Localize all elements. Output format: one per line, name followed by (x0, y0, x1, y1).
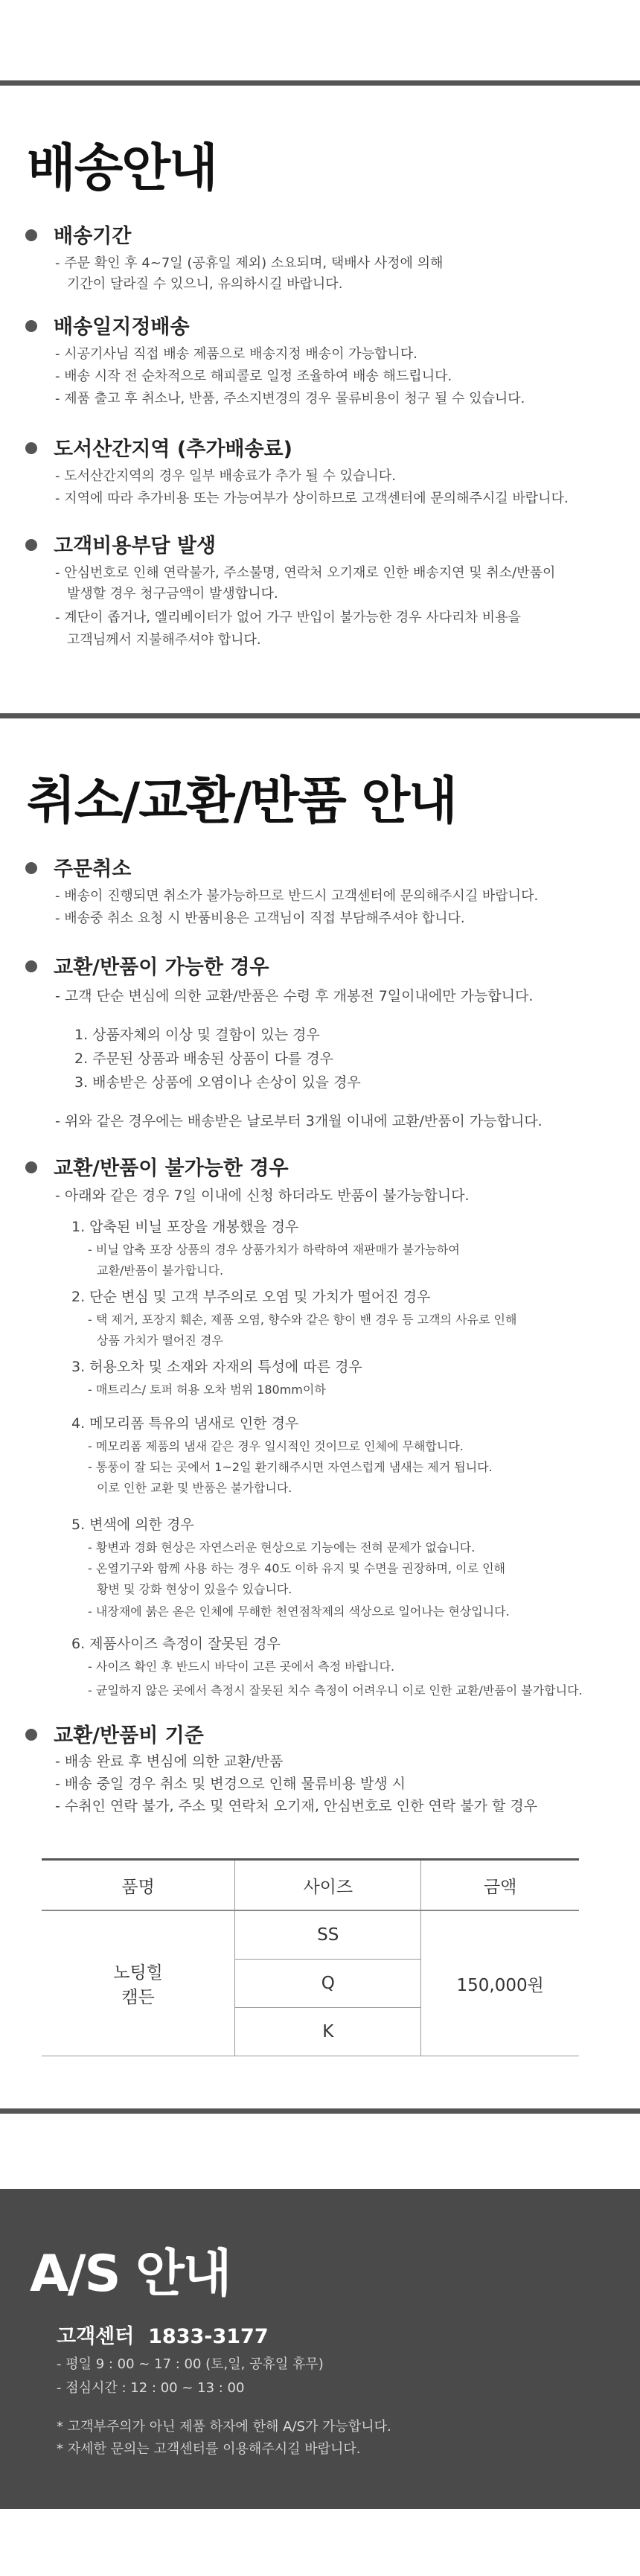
bullet-icon (25, 862, 37, 874)
return-fee-heading: 교환/반품비 기준 (54, 1724, 204, 1747)
remote-area-line: - 지역에 따라 추가비용 또는 가능여부가 상이하므로 고객센터에 문의해주시길 바랍니다. (55, 491, 569, 506)
product-name-line: 캠든 (121, 1988, 155, 2007)
product-name-cell (42, 1910, 235, 2056)
customer-cost-line: - 안심번호로 인해 연락불가, 주소불명, 연락처 오기재로 인한 배송지연 및 취소/반품이 (55, 565, 556, 581)
table-header-cell: 품명 (42, 1860, 235, 1911)
remote-area-heading: 도서산간지역 (추가배송료) (54, 438, 292, 461)
impossible-item-note: - 비닐 압축 포장 상품의 경우 상품가치가 하락하여 재판매가 불가능하여 (88, 1243, 460, 1257)
bullet-icon (25, 1729, 37, 1741)
customer-cost-line: 고객님께서 지불해주셔야 합니다. (67, 632, 261, 648)
as-hours-line: - 점심시간 : 12 : 00 ~ 13 : 00 (57, 2380, 245, 2396)
shipping-period-heading: 배송기간 (54, 225, 132, 248)
impossible-item-note: - 온열기구와 함께 사용 하는 경우 40도 이하 유지 및 수면을 권장하며, 이로 인해 (88, 1561, 506, 1575)
fixed-date-heading: 배송일지정배송 (54, 316, 190, 339)
impossible-item-title: 6. 제품사이즈 측정이 잘못된 경우 (71, 1636, 281, 1652)
table-header-cell: 금액 (421, 1860, 579, 1911)
impossible-item-note: - 메모리폼 제품의 냄새 같은 경우 일시적인 것이므로 인체에 무해합니다. (88, 1439, 464, 1453)
impossible-item-note: 이로 인한 교환 및 반품은 불가합니다. (97, 1481, 292, 1495)
impossible-item-note: - 택 제거, 포장지 훼손, 제품 오염, 향수와 같은 향이 밴 경우 등 고객의 사유로 인해 (88, 1313, 517, 1327)
shipping-period-line: - 주문 확인 후 4~7일 (공휴일 제외) 소요되며, 택배사 사정에 의해 (55, 255, 444, 271)
bullet-icon (25, 539, 37, 551)
impossible-item-note: - 황변과 경화 현상은 자연스러운 현상으로 기능에는 전혀 문제가 없습니다. (88, 1540, 476, 1555)
return-possible-item: 3. 배송받은 상품에 오염이나 손상이 있을 경우 (74, 1074, 361, 1091)
return-fee-line: - 배송 완료 후 변심에 의한 교환/반품 (55, 1753, 284, 1770)
price-cell: 150,000원 (421, 1910, 579, 2056)
impossible-item-title: 1. 압축된 비닐 포장을 개봉했을 경우 (71, 1219, 299, 1235)
order-cancel-line: - 배송이 진행되면 취소가 불가능하므로 반드시 고객센터에 문의해주시길 바랍니다. (55, 888, 539, 904)
as-hours-line: - 평일 9 : 00 ~ 17 : 00 (토,일, 공휴일 휴무) (57, 2356, 324, 2372)
impossible-item-note: 상품 가치가 떨어진 경우 (97, 1333, 223, 1348)
return-possible-outro: - 위와 같은 경우에는 배송받은 날로부터 3개월 이내에 교환/반품이 가능합니다. (55, 1113, 543, 1129)
price-table (42, 1858, 579, 2056)
return-possible-heading: 교환/반품이 가능한 경우 (54, 956, 269, 979)
impossible-item-note: - 매트리스/ 토퍼 허용 오차 범위 180mm이하 (88, 1383, 326, 1397)
customer-cost-heading: 고객비용부담 발생 (54, 535, 217, 558)
return-possible-item: 2. 주문된 상품과 배송된 상품이 다를 경우 (74, 1051, 334, 1067)
table-row (42, 1910, 579, 1960)
product-name-line: 노팅힐 (113, 1963, 163, 1983)
fixed-date-line: - 시공기사님 직접 배송 제품으로 배송지정 배송이 가능합니다. (55, 346, 417, 362)
section-divider (0, 80, 640, 86)
impossible-item-note: - 사이즈 확인 후 반드시 바닥이 고른 곳에서 측정 바랍니다. (88, 1660, 395, 1674)
as-section (0, 2189, 640, 2509)
returns-title: 취소/교환/반품 안내 (27, 772, 456, 831)
return-impossible-heading: 교환/반품이 불가능한 경우 (54, 1157, 289, 1180)
as-title: A/S 안내 (30, 2245, 231, 2304)
fixed-date-line: - 제품 출고 후 취소나, 반품, 주소지변경의 경우 물류비용이 청구 될 수 있습니다. (55, 391, 525, 407)
bullet-icon (25, 229, 37, 241)
as-note-line: * 고객부주의가 아닌 제품 하자에 한해 A/S가 가능합니다. (57, 2419, 391, 2435)
impossible-item-note: - 균일하지 않은 곳에서 측정시 잘못된 치수 측정이 어려우니 이로 인한 교환/반품이 불가합니다. (88, 1683, 583, 1697)
bullet-icon (25, 442, 37, 454)
as-note-line: * 자세한 문의는 고객센터를 이용해주시길 바랍니다. (57, 2441, 361, 2457)
impossible-item-title: 5. 변색에 의한 경우 (71, 1517, 194, 1533)
customer-cost-line: 발생할 경우 청구금액이 발생합니다. (67, 586, 278, 602)
fixed-date-line: - 배송 시작 전 순차적으로 해피콜로 일정 조율하여 배송 해드립니다. (55, 369, 452, 384)
size-cell: SS (235, 1910, 421, 1960)
impossible-item-title: 2. 단순 변심 및 고객 부주의로 오염 및 가치가 떨어진 경우 (71, 1289, 431, 1305)
section-divider (0, 2108, 640, 2114)
table-header-row (42, 1860, 579, 1911)
impossible-item-note: - 통풍이 잘 되는 곳에서 1~2일 환기해주시면 자연스럽게 냄새는 제거 됩니다. (88, 1460, 493, 1474)
table-header-cell: 사이즈 (235, 1860, 421, 1911)
impossible-item-title: 3. 허용오차 및 소재와 자재의 특성에 따른 경우 (71, 1359, 362, 1375)
impossible-item-note: 교환/반품이 불가합니다. (97, 1263, 224, 1278)
bullet-icon (25, 320, 37, 332)
return-impossible-intro: - 아래와 같은 경우 7일 이내에 신청 하더라도 반품이 불가능합니다. (55, 1187, 470, 1204)
bullet-icon (25, 960, 37, 972)
remote-area-line: - 도서산간지역의 경우 일부 배송료가 추가 될 수 있습니다. (55, 468, 396, 484)
impossible-item-note: - 내장재에 붉은 옫은 인체에 무해한 천연점착제의 색상으로 일어나는 현상입니다. (88, 1604, 510, 1619)
bullet-icon (25, 1161, 37, 1173)
return-fee-line: - 배송 중일 경우 취소 및 변경으로 인해 물류비용 발생 시 (55, 1776, 406, 1792)
impossible-item-note: 황변 및 강화 현상이 있을수 있습니다. (97, 1582, 292, 1596)
return-fee-line: - 수취인 연락 불가, 주소 및 연락처 오기재, 안심번호로 인한 연락 불가 할 경우 (55, 1798, 538, 1814)
order-cancel-line: - 배송중 취소 요청 시 반품비용은 고객님이 직접 부담해주셔야 합니다. (55, 911, 465, 926)
order-cancel-heading: 주문취소 (54, 858, 132, 881)
return-possible-item: 1. 상품자체의 이상 및 결함이 있는 경우 (74, 1027, 320, 1043)
shipping-period-line: 기간이 달라질 수 있으니, 유의하시길 바랍니다. (67, 276, 343, 292)
impossible-item-title: 4. 메모리폼 특유의 냄새로 인한 경우 (71, 1415, 299, 1432)
customer-cost-line: - 계단이 좁거나, 엘리베이터가 없어 가구 반입이 불가능한 경우 사다리차 비용을 (55, 610, 521, 625)
size-cell: Q (235, 1960, 421, 2008)
shipping-title: 배송안내 (27, 139, 217, 198)
section-divider (0, 713, 640, 718)
size-cell: K (235, 2008, 421, 2056)
return-possible-intro: - 고객 단순 변심에 의한 교환/반품은 수령 후 개봉전 7일이내에만 가능합니다. (55, 988, 534, 1004)
customer-center-phone: 고객센터 1833-3177 (57, 2325, 269, 2348)
